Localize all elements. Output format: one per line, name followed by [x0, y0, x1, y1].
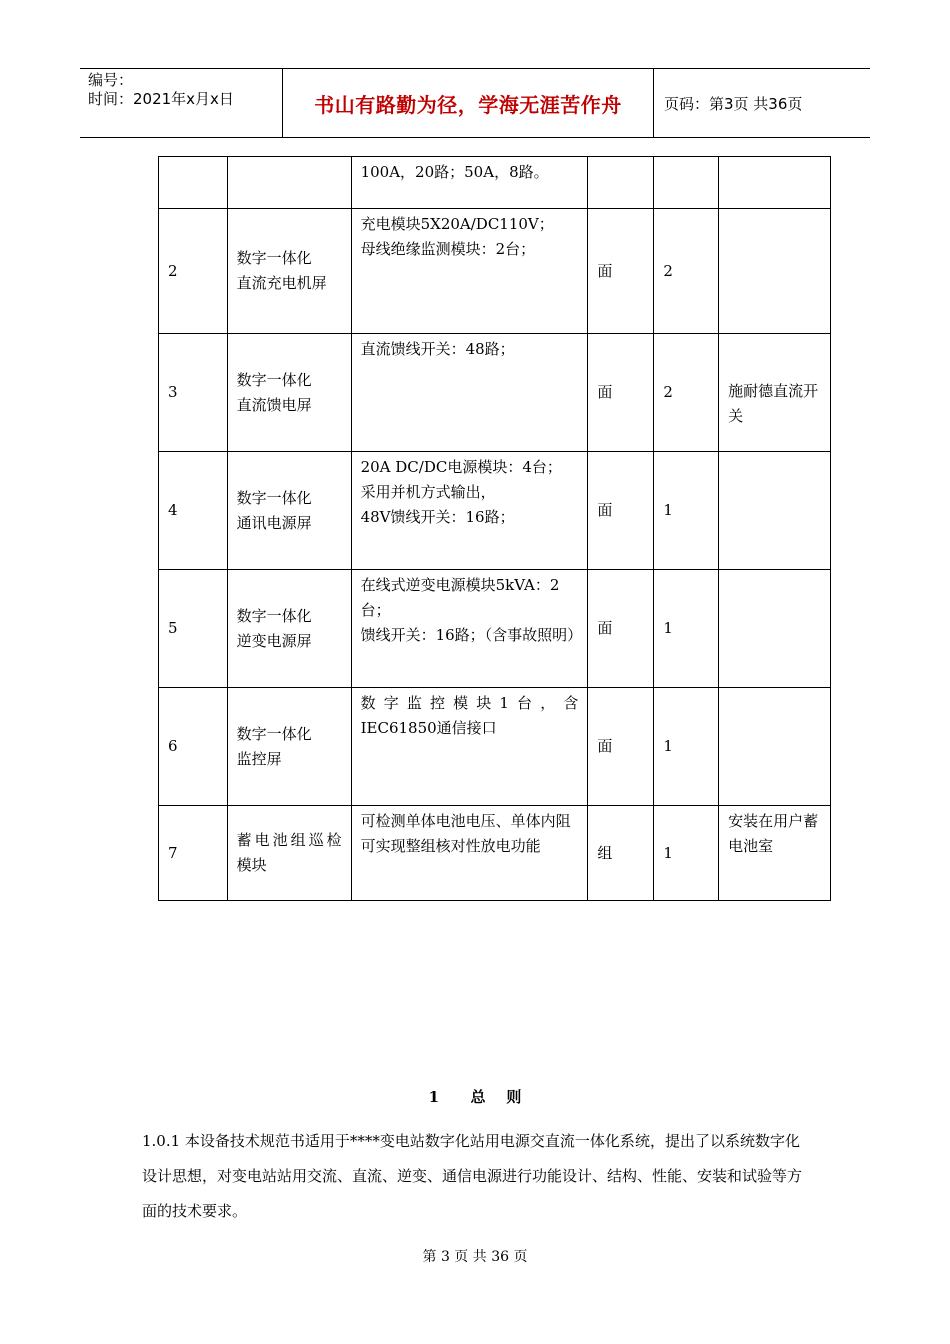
cell-qty: 1 — [654, 806, 719, 901]
section-number: 1 — [428, 1088, 440, 1106]
cell-desc: 可检测单体电池电压、单体内阻可实现整组核对性放电功能 — [351, 806, 588, 901]
cell-name: 数字一体化 直流充电机屏 — [227, 209, 351, 334]
table-row — [159, 806, 831, 901]
header-page-number: 页码：第3页 共36页 — [664, 94, 803, 113]
section-title: 总 则 — [470, 1088, 522, 1106]
cell-unit: 面 — [588, 209, 654, 334]
cell-unit: 面 — [588, 570, 654, 688]
cell-qty: 1 — [654, 688, 719, 806]
page-header — [80, 68, 870, 138]
cell-name: 数字一体化 通讯电源屏 — [227, 452, 351, 570]
cell-note: 施耐德直流开关 — [719, 334, 831, 452]
table-row — [159, 688, 831, 806]
header-motto: 书山有路勤为径，学海无涯苦作舟 — [314, 92, 622, 117]
cell-no: 2 — [159, 209, 228, 334]
cell-desc: 数字监控模块1台，含 IEC61850通信接口 — [351, 688, 588, 806]
page-footer: 第 3 页 共 36 页 — [422, 1249, 528, 1265]
cell-note — [719, 209, 831, 334]
cell-desc: 在线式逆变电源模块5kVA：2台； 馈线开关：16路；（含事故照明） — [351, 570, 588, 688]
cell-no: 3 — [159, 334, 228, 452]
cell-no: 4 — [159, 452, 228, 570]
cell-no: 7 — [159, 806, 228, 901]
cell-name: 数字一体化 监控屏 — [227, 688, 351, 806]
cell-qty — [654, 157, 719, 209]
doc-number-label: 编号： — [88, 71, 134, 89]
cell-unit: 面 — [588, 688, 654, 806]
table-row — [159, 570, 831, 688]
cell-desc: 直流馈线开关：48路； — [351, 334, 588, 452]
cell-name: 数字一体化 逆变电源屏 — [227, 570, 351, 688]
cell-unit: 组 — [588, 806, 654, 901]
cell-note — [719, 452, 831, 570]
section-paragraph: 1.0.1 本设备技术规范书适用于****变电站数字化站用电源交直流一体化系统，提出了以系统数字化设计思想，对变电站站用交流、直流、逆变、通信电源进行功能设计、结构、性能、安装和试验等方面的技术要求。 — [142, 1132, 803, 1220]
cell-desc: 充电模块5X20A/DC110V； 母线绝缘监测模块：2台； — [351, 209, 588, 334]
cell-qty: 1 — [654, 452, 719, 570]
table-row — [159, 209, 831, 334]
cell-desc: 20A DC/DC电源模块：4台； 采用并机方式输出， 48V馈线开关：16路； — [351, 452, 588, 570]
cell-desc: 100A，20路；50A，8路。 — [351, 157, 588, 209]
section-heading — [0, 1086, 950, 1107]
cell-unit: 面 — [588, 334, 654, 452]
cell-name: 蓄电池组巡检 模块 — [227, 806, 351, 901]
cell-qty: 1 — [654, 570, 719, 688]
cell-note — [719, 157, 831, 209]
cell-name: 数字一体化 直流馈电屏 — [227, 334, 351, 452]
header-divider — [653, 69, 654, 137]
equipment-table — [158, 156, 831, 901]
table-row — [159, 452, 831, 570]
cell-qty: 2 — [654, 334, 719, 452]
cell-no: 5 — [159, 570, 228, 688]
cell-name — [227, 157, 351, 209]
cell-no — [159, 157, 228, 209]
cell-unit — [588, 157, 654, 209]
cell-note: 安装在用户蓄电池室 — [719, 806, 831, 901]
header-meta — [88, 71, 234, 109]
table-row — [159, 334, 831, 452]
cell-note — [719, 570, 831, 688]
cell-no: 6 — [159, 688, 228, 806]
cell-unit: 面 — [588, 452, 654, 570]
time-label: 时间：2021年x月x日 — [88, 90, 234, 108]
table-row — [159, 157, 831, 209]
cell-note — [719, 688, 831, 806]
cell-qty: 2 — [654, 209, 719, 334]
